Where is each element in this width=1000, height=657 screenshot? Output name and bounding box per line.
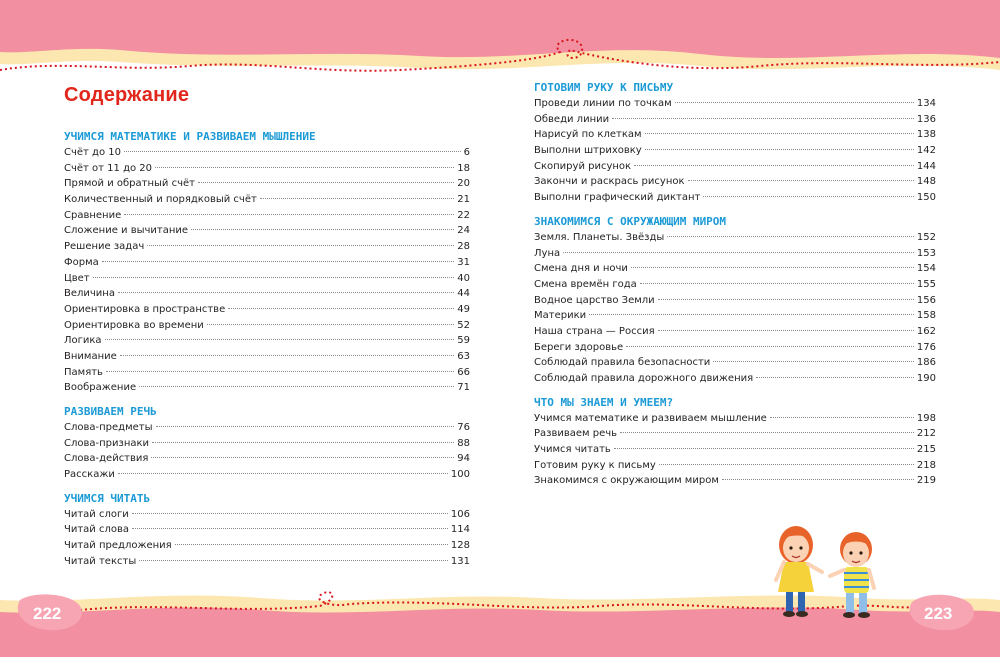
toc-entry	[534, 261, 936, 277]
toc-entry-page: 6	[463, 147, 470, 158]
toc-entry-title: Слова-признаки	[64, 437, 150, 449]
toc-entry-title: Проведи линии по точкам	[534, 98, 672, 109]
toc-section	[64, 404, 470, 483]
toc-entry	[534, 458, 936, 474]
toc-entry-page: 63	[457, 350, 470, 362]
toc-entry-title: Выполни графический диктант	[534, 192, 701, 204]
toc-entry-page: 49	[457, 303, 470, 315]
toc-entry	[534, 174, 936, 190]
toc-entry-page: 212	[916, 428, 936, 440]
toc-entry-page: 150	[916, 192, 936, 204]
toc-entry	[534, 112, 936, 128]
dot-leader	[658, 330, 914, 331]
toc-entry-title: Соблюдай правила дорожного движения	[534, 373, 754, 384]
toc-entry-page: 176	[916, 341, 936, 353]
right-page-number: 223	[924, 604, 953, 623]
dot-leader	[207, 324, 455, 325]
toc-entry-title: Выполни штриховку	[534, 145, 642, 157]
toc-entry-page: 136	[916, 113, 936, 125]
dot-leader	[102, 261, 455, 262]
toc-entry-page: 138	[916, 129, 936, 141]
toc-entry-title: Ориентировка во времени	[64, 319, 204, 331]
section-heading: РАЗВИВАЕМ РЕЧЬ	[64, 405, 157, 418]
toc-entry	[64, 208, 470, 224]
toc-entry-title: Нарисуй по клеткам	[534, 129, 642, 141]
toc-entry	[64, 554, 470, 570]
section-heading: ЧТО МЫ ЗНАЕМ И УМЕЕМ?	[534, 395, 674, 409]
toc-entry-list	[534, 411, 936, 489]
toc-entry-title: Счёт от 11 до 20	[64, 162, 153, 174]
dot-leader	[675, 102, 914, 103]
toc-entry-page: 106	[450, 508, 470, 520]
toc-entry-title: Счёт до 10	[64, 147, 121, 158]
dot-leader	[634, 165, 914, 166]
dot-leader	[667, 236, 914, 237]
toc-entry	[64, 271, 470, 287]
toc-entry	[64, 161, 470, 177]
toc-entry-list	[64, 145, 470, 396]
dot-leader	[703, 196, 914, 197]
toc-entry-title: Читай слоги	[64, 508, 129, 520]
toc-entry-title: Учимся читать	[534, 444, 611, 456]
toc-entry-page: 114	[450, 524, 470, 536]
toc-entry	[64, 365, 470, 381]
left-column	[64, 84, 470, 578]
toc-entry-page: 190	[916, 373, 936, 384]
toc-entry	[64, 176, 470, 192]
dot-leader	[124, 151, 461, 152]
toc-entry-title: Соблюдай правила безопасности	[534, 357, 711, 369]
toc-entry-title: Читай предложения	[64, 540, 172, 552]
toc-entry-page: 131	[450, 555, 470, 567]
toc-entry-page: 144	[916, 160, 936, 172]
dot-leader	[152, 442, 454, 443]
dot-leader	[658, 299, 914, 300]
toc-entry-page: 154	[916, 263, 936, 275]
toc-entry	[64, 192, 470, 208]
dot-leader	[659, 464, 914, 465]
toc-entry	[534, 324, 936, 340]
dot-leader	[612, 118, 914, 119]
toc-entry-title: Материки	[534, 310, 587, 322]
toc-entry	[534, 411, 936, 427]
toc-entry-page: 20	[457, 178, 470, 190]
toc-entry	[64, 349, 470, 365]
page-title: Содержание	[64, 84, 190, 106]
toc-entry-title: Прямой и обратный счёт	[64, 178, 195, 190]
dot-leader	[756, 377, 914, 378]
toc-entry-page: 71	[457, 382, 470, 394]
toc-entry-page: 148	[916, 176, 936, 188]
left-page-number: 222	[33, 604, 62, 623]
toc-entry-title: Форма	[64, 256, 99, 268]
toc-entry-title: Обведи линии	[534, 113, 610, 125]
toc-entry-page: 21	[457, 194, 470, 206]
toc-entry-title: Количественный и порядковый счёт	[64, 194, 257, 206]
left-sections	[64, 129, 470, 570]
toc-entry	[64, 538, 470, 554]
dot-leader	[93, 277, 455, 278]
dot-leader	[640, 283, 914, 284]
toc-entry-title: Величина	[64, 288, 115, 300]
toc-entry-title: Решение задач	[64, 241, 145, 253]
toc-entry-title: Знакомимся с окружающим миром	[534, 475, 719, 487]
toc-entry-page: 66	[457, 366, 470, 378]
dot-leader	[713, 361, 914, 362]
toc-entry	[64, 507, 470, 523]
toc-entry-page: 186	[916, 357, 936, 369]
dot-leader	[120, 355, 455, 356]
dot-leader	[124, 214, 454, 215]
toc-section	[534, 214, 936, 387]
dot-leader	[139, 386, 454, 387]
dot-leader	[770, 417, 914, 418]
toc-entry	[534, 308, 936, 324]
toc-entry	[534, 159, 936, 175]
toc-entry	[64, 436, 470, 452]
toc-entry-page: 100	[450, 469, 470, 481]
toc-entry-title: Готовим руку к письму	[534, 459, 656, 471]
right-column	[534, 80, 936, 497]
dot-leader	[228, 308, 454, 309]
toc-entry-page: 142	[916, 145, 936, 157]
toc-entry	[64, 239, 470, 255]
toc-entry-title: Смена времён года	[534, 278, 637, 290]
toc-entry-list	[64, 420, 470, 483]
toc-entry-page: 24	[457, 225, 470, 237]
toc-entry	[64, 522, 470, 538]
dot-leader	[191, 229, 454, 230]
toc-entry	[534, 340, 936, 356]
toc-entry-title: Слова-действия	[64, 453, 149, 465]
toc-entry-page: 218	[916, 459, 936, 471]
toc-entry-page: 52	[457, 319, 470, 331]
toc-entry-title: Память	[64, 366, 103, 378]
toc-entry	[64, 380, 470, 396]
toc-entry-title: Воображение	[64, 382, 137, 394]
toc-entry-title: Береги здоровье	[534, 341, 624, 353]
toc-entry-title: Читай слова	[64, 524, 130, 536]
dot-leader	[722, 479, 914, 480]
toc-entry-title: Читай тексты	[64, 555, 137, 567]
toc-entry	[534, 426, 936, 442]
dot-leader	[626, 346, 914, 347]
dot-leader	[139, 560, 448, 561]
toc-entry	[534, 230, 936, 246]
toc-entry-page: 88	[457, 437, 470, 449]
dot-leader	[118, 473, 448, 474]
toc-entry	[64, 255, 470, 271]
dot-leader	[132, 513, 448, 514]
toc-entry-title: Закончи и раскрась рисунок	[534, 176, 685, 188]
toc-entry-page: 162	[916, 325, 936, 337]
toc-entry	[64, 318, 470, 334]
toc-entry	[64, 145, 470, 161]
toc-entry-title: Учимся математике и развиваем мышление	[534, 412, 767, 424]
dot-leader	[260, 198, 454, 199]
toc-entry-title: Скопируй рисунок	[534, 160, 632, 172]
toc-entry-page: 40	[457, 272, 470, 284]
right-sections	[534, 80, 936, 489]
dot-leader	[645, 149, 914, 150]
dot-leader	[106, 371, 454, 372]
toc-entry-title: Внимание	[64, 350, 117, 362]
toc-section	[64, 491, 470, 570]
toc-entry-page: 31	[457, 256, 470, 268]
toc-entry	[534, 371, 936, 387]
toc-entry-page: 44	[457, 288, 470, 300]
toc-entry-page: 156	[916, 294, 936, 306]
dot-leader	[105, 339, 455, 340]
toc-entry-title: Земля. Планеты. Звёзды	[534, 231, 665, 243]
toc-entry-title: Ориентировка в пространстве	[64, 303, 226, 315]
toc-entry-title: Сравнение	[64, 209, 122, 221]
toc-entry-title: Смена дня и ночи	[534, 263, 628, 275]
section-heading: УЧИМСЯ МАТЕМАТИКЕ И РАЗВИВАЕМ МЫШЛЕНИЕ	[64, 130, 316, 143]
dot-leader	[645, 133, 914, 134]
dot-leader	[589, 314, 914, 315]
toc-entry-list	[64, 507, 470, 570]
dot-leader	[118, 292, 454, 293]
toc-entry-page: 134	[916, 98, 936, 109]
toc-entry-title: Развиваем речь	[534, 428, 618, 440]
toc-entry-page: 18	[457, 162, 470, 174]
toc-entry	[534, 293, 936, 309]
toc-section	[534, 395, 936, 489]
dot-leader	[620, 432, 914, 433]
toc-entry-page: 153	[916, 247, 936, 259]
toc-entry	[534, 355, 936, 371]
toc-entry-page: 76	[457, 422, 470, 433]
toc-entry	[64, 286, 470, 302]
toc-entry-list	[534, 96, 936, 206]
toc-entry-page: 219	[916, 475, 936, 487]
toc-entry	[64, 333, 470, 349]
dot-leader	[614, 448, 914, 449]
toc-entry	[64, 420, 470, 436]
toc-entry	[534, 442, 936, 458]
section-heading: УЧИМСЯ ЧИТАТЬ	[64, 491, 151, 505]
dot-leader	[563, 252, 914, 253]
toc-entry-page: 128	[450, 540, 470, 552]
dot-leader	[198, 182, 454, 183]
toc-section	[534, 80, 936, 206]
toc-entry-title: Водное царство Земли	[534, 294, 655, 306]
toc-entry-title: Цвет	[64, 272, 90, 284]
toc-entry-page: 215	[916, 444, 936, 456]
toc-entry-page: 94	[457, 453, 470, 465]
toc-entry-page: 28	[457, 241, 470, 253]
dot-leader	[132, 528, 448, 529]
dot-leader	[156, 426, 455, 427]
top-band-pink	[0, 0, 1000, 58]
toc-entry-page: 59	[457, 335, 470, 347]
toc-entry	[64, 451, 470, 467]
toc-entry	[534, 473, 936, 489]
toc-entry-page: 22	[457, 209, 470, 221]
section-heading: ГОТОВИМ РУКУ К ПИСЬМУ	[534, 81, 674, 94]
toc-entry	[534, 143, 936, 159]
toc-entry-title: Логика	[64, 335, 102, 347]
toc-entry	[534, 246, 936, 262]
dot-leader	[147, 245, 454, 246]
dot-leader	[688, 180, 914, 181]
dot-leader	[631, 267, 914, 268]
toc-section	[64, 129, 470, 396]
toc-entry	[534, 127, 936, 143]
toc-entry-title: Луна	[534, 247, 561, 259]
dot-leader	[175, 544, 448, 545]
toc-entry-page: 152	[916, 231, 936, 243]
toc-entry	[534, 96, 936, 112]
toc-entry-title: Расскажи	[64, 469, 115, 481]
section-heading: ЗНАКОМИМСЯ С ОКРУЖАЮЩИМ МИРОМ	[534, 214, 727, 228]
toc-entry-title: Наша страна — Россия	[534, 325, 655, 337]
dot-leader	[155, 167, 454, 168]
toc-entry-list	[534, 230, 936, 387]
toc-entry	[64, 467, 470, 483]
toc-entry-page: 155	[916, 278, 936, 290]
toc-entry-title: Сложение и вычитание	[64, 225, 189, 237]
toc-entry	[64, 302, 470, 318]
toc-entry-page: 198	[916, 412, 936, 424]
dot-leader	[151, 457, 454, 458]
toc-entry	[534, 277, 936, 293]
toc-entry	[64, 223, 470, 239]
toc-entry	[534, 190, 936, 206]
toc-entry-page: 158	[916, 310, 936, 322]
toc-entry-title: Слова-предметы	[64, 422, 153, 433]
